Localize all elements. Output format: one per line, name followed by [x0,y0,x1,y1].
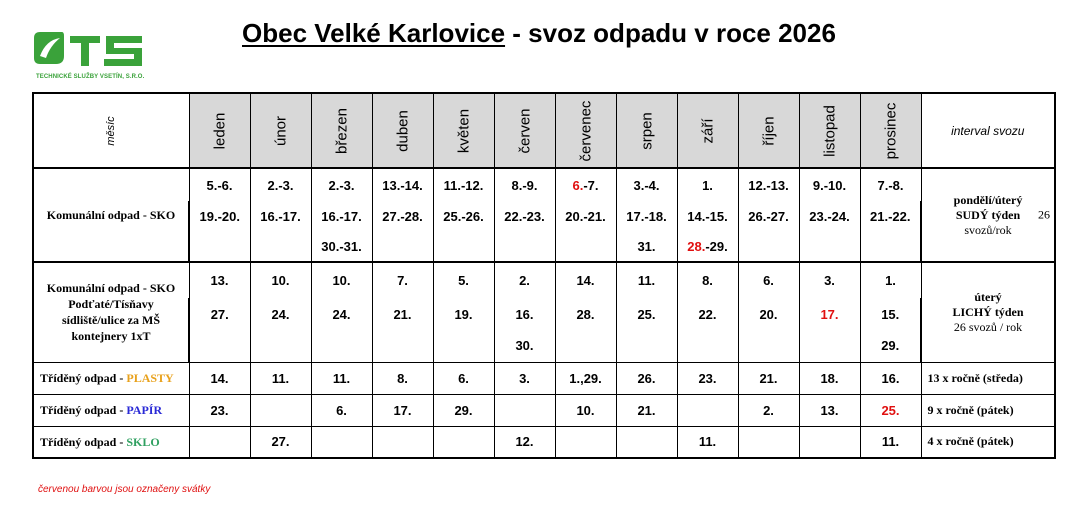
date-cell: 7.-8. [860,168,921,201]
date-cell: 14. [555,262,616,298]
date-cell-holiday: 28.-29. [677,232,738,262]
date-cell: 21. [738,362,799,394]
date-cell: 13.-14. [372,168,433,201]
date-cell-holiday: 6.-7. [555,168,616,201]
date-cell: 7. [372,262,433,298]
holiday-note: červenou barvou jsou označeny svátky [38,484,211,495]
date-cell: 24. [311,298,372,330]
date-cell: 1. [860,262,921,298]
date-cell: 16. [494,298,555,330]
sklo-interval: 4 x ročně (pátek) [921,426,1055,458]
sklo-label: Tříděný odpad - SKLO [33,426,189,458]
date-cell [250,330,311,362]
month-header: prosinec [860,93,921,168]
date-cell: 2. [738,394,799,426]
date-cell: 6. [433,362,494,394]
date-cell: 23. [189,394,250,426]
date-cell [250,232,311,262]
date-cell: 1. [677,168,738,201]
date-cell: 17.-18. [616,201,677,232]
date-cell: 30.-31. [311,232,372,262]
date-cell: 29. [860,330,921,362]
month-header: duben [372,93,433,168]
sko2-label: Komunální odpad - SKO Podťaté/Tísňavy sídliště/ulice za MŠ kontejnery 1xT [33,262,189,362]
table-row [33,426,1055,458]
date-cell: 27.-28. [372,201,433,232]
date-cell [433,330,494,362]
date-cell [250,394,311,426]
date-cell: 11. [311,362,372,394]
date-cell: 5.-6. [189,168,250,201]
sko2-interval: úterý LICHÝ týden 26 svozů / rok [921,262,1055,362]
date-cell [677,330,738,362]
date-cell: 23. [677,362,738,394]
month-header: březen [311,93,372,168]
date-cell: 11. [616,262,677,298]
date-cell: 2.-3. [311,168,372,201]
papir-interval: 9 x ročně (pátek) [921,394,1055,426]
date-cell: 3. [494,362,555,394]
schedule-table [32,92,1056,459]
date-cell [555,232,616,262]
date-cell [616,426,677,458]
date-cell: 11.-12. [433,168,494,201]
date-cell: 16. [860,362,921,394]
date-cell: 20.-21. [555,201,616,232]
date-cell: 24. [250,298,311,330]
date-cell: 26.-27. [738,201,799,232]
date-cell [555,330,616,362]
date-cell: 25.-26. [433,201,494,232]
month-header-label: měsíc [33,93,189,168]
date-cell: 26. [616,362,677,394]
plasty-label: Tříděný odpad - PLASTY [33,362,189,394]
date-cell [799,330,860,362]
date-cell: 6. [311,394,372,426]
title-rest: - svoz odpadu v roce 2026 [505,18,836,48]
plasty-interval: 13 x ročně (středa) [921,362,1055,394]
date-cell: 15. [860,298,921,330]
date-cell [555,426,616,458]
date-cell: 19. [433,298,494,330]
date-cell: 8.-9. [494,168,555,201]
date-cell: 23.-24. [799,201,860,232]
date-cell: 14.-15. [677,201,738,232]
date-cell [494,232,555,262]
date-cell-holiday: 17. [799,298,860,330]
sko-interval: pondělí/úterý SUDÝ týden svozů/rok 26 [921,168,1055,262]
date-cell [677,394,738,426]
date-cell: 30. [494,330,555,362]
date-cell [494,394,555,426]
interval-header: interval svozu [921,93,1055,168]
date-cell [799,232,860,262]
title-municipality: Obec Velké Karlovice [242,18,506,48]
month-header: srpen [616,93,677,168]
date-cell: 29. [433,394,494,426]
month-header: květen [433,93,494,168]
date-cell [372,330,433,362]
date-cell [372,426,433,458]
date-cell: 22. [677,298,738,330]
date-cell [616,330,677,362]
date-cell: 22.-23. [494,201,555,232]
table-row [33,362,1055,394]
date-cell: 14. [189,362,250,394]
date-cell [738,330,799,362]
date-cell: 20. [738,298,799,330]
date-cell: 13. [799,394,860,426]
date-cell: 11. [677,426,738,458]
date-cell: 1.,29. [555,362,616,394]
date-cell: 21.-22. [860,201,921,232]
date-cell [311,330,372,362]
date-cell: 2. [494,262,555,298]
date-cell: 11. [250,362,311,394]
date-cell [860,232,921,262]
date-cell: 27. [250,426,311,458]
date-cell: 21. [616,394,677,426]
date-cell: 12.-13. [738,168,799,201]
date-cell: 31. [616,232,677,262]
table-row [33,168,1055,201]
date-cell: 11. [860,426,921,458]
date-cell: 17. [372,394,433,426]
date-cell: 10. [311,262,372,298]
header-row [33,93,1055,168]
sko-interval-count: 26 [1038,207,1050,222]
date-cell: 8. [677,262,738,298]
date-cell: 25. [616,298,677,330]
page-title [0,18,1085,49]
date-cell [433,426,494,458]
table-row [33,262,1055,298]
table-row [33,394,1055,426]
date-cell: 8. [372,362,433,394]
date-cell: 21. [372,298,433,330]
month-header: červenec [555,93,616,168]
date-cell: 3.-4. [616,168,677,201]
date-cell: 28. [555,298,616,330]
date-cell [189,330,250,362]
sko-label: Komunální odpad - SKO [33,168,189,262]
date-cell [189,232,250,262]
date-cell [738,232,799,262]
date-cell: 10. [250,262,311,298]
month-header: leden [189,93,250,168]
date-cell: 16.-17. [311,201,372,232]
date-cell: 12. [494,426,555,458]
month-header: červen [494,93,555,168]
date-cell: 18. [799,362,860,394]
month-header: září [677,93,738,168]
date-cell [189,426,250,458]
date-cell-holiday: 25. [860,394,921,426]
logo-subtitle: TECHNICKÉ SLUŽBY VSETÍN, S.R.O. [36,74,145,80]
date-cell: 9.-10. [799,168,860,201]
date-cell: 3. [799,262,860,298]
date-cell: 13. [189,262,250,298]
papir-label: Tříděný odpad - PAPÍR [33,394,189,426]
date-cell: 16.-17. [250,201,311,232]
date-cell [372,232,433,262]
month-header: únor [250,93,311,168]
date-cell: 6. [738,262,799,298]
date-cell: 27. [189,298,250,330]
month-header: listopad [799,93,860,168]
date-cell: 2.-3. [250,168,311,201]
date-cell: 19.-20. [189,201,250,232]
date-cell [738,426,799,458]
date-cell [311,426,372,458]
date-cell: 5. [433,262,494,298]
month-header: říjen [738,93,799,168]
date-cell [799,426,860,458]
date-cell [433,232,494,262]
date-cell: 10. [555,394,616,426]
